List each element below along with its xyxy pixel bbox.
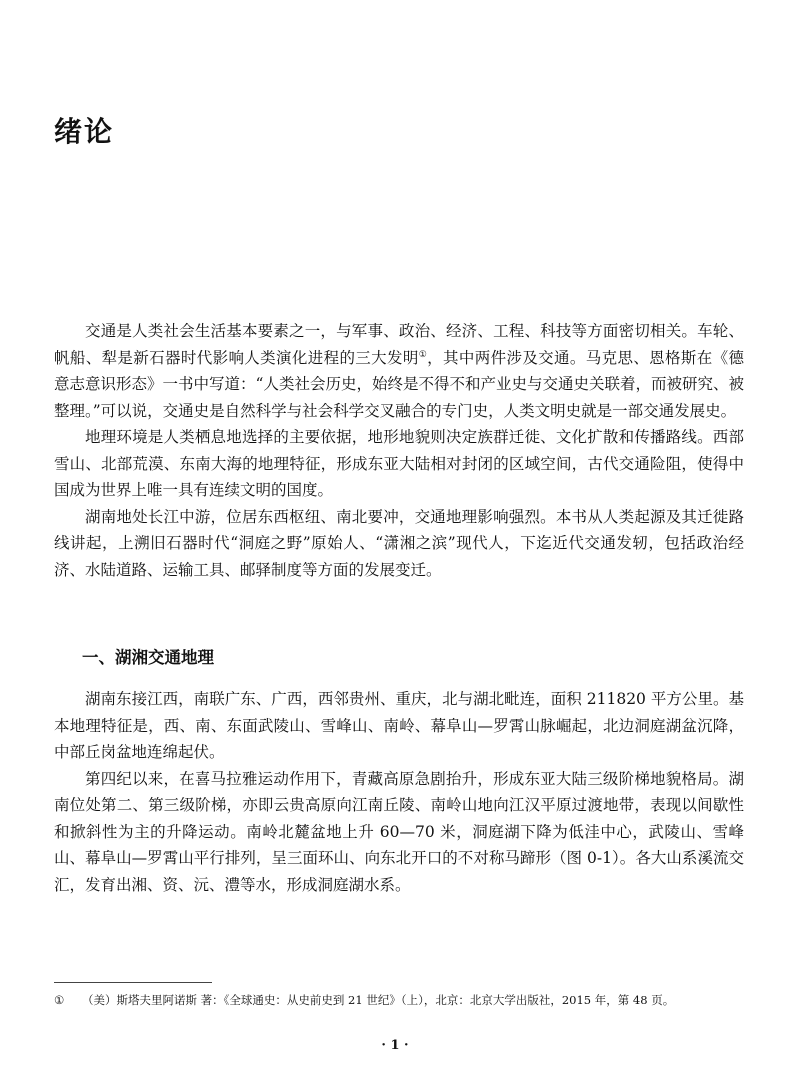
- section-heading: 一、湖湘交通地理: [82, 648, 214, 667]
- section-text-block: [54, 686, 744, 898]
- section-paragraph-1: 湖南东接江西，南联广东、广西，西邻贵州、重庆，北与湖北毗连，面积 211820 平方公里。基本地理特征是，西、南、东面武陵山、雪峰山、南岭、幕阜山—罗霄山脉崛起，北边洞庭湖盆沉降，中部丘岗盆地连绵起伏。: [54, 690, 744, 761]
- footnote-divider: [54, 982, 212, 983]
- intro-paragraph-1: [54, 318, 744, 424]
- footnote-mark: ①: [54, 993, 65, 1007]
- intro-paragraph-1-continuation: ，其中两件涉及交通。马克思、恩格斯在《德意志意识形态》一书中写道：“人类社会历史，始终是不得不和产业史与交通史关联着，而被研究、被整理。”可以说，交通史是自然科学与社会科学交叉融合的专门史，人类文明史就是一部交通发展史。: [54, 348, 744, 420]
- footnote: [54, 991, 754, 1009]
- intro-paragraph-3: 湖南地处长江中游，位居东西枢纽、南北要冲，交通地理影响强烈。本书从人类起源及其迁徙路线讲起，上溯旧石器时代“洞庭之野”原始人、“潇湘之滨”现代人，下迄近代交通发轫，包括政治经济、水陆道路、运输工具、邮驿制度等方面的发展变迁。: [54, 507, 744, 579]
- chapter-title: 绪论: [54, 115, 115, 148]
- intro-paragraph-1-text: 交通是人类社会生活基本要素之一，与军事、政治、经济、工程、科技等方面密切相关。车轮、帆船、犁是新石器时代影响人类演化进程的三大发明: [54, 322, 744, 367]
- footnote-reference[interactable]: ①: [418, 349, 428, 360]
- footnote-text: （美）斯塔夫里阿诺斯 著：《全球通史：从史前史到 21 世纪》（上），北京：北京大学出版社，2015 年，第 48 页。: [82, 993, 675, 1007]
- page-number: · 1 ·: [381, 1038, 409, 1053]
- section-paragraph-2: 第四纪以来，在喜马拉雅运动作用下，青藏高原急剧抬升，形成东亚大陆三级阶梯地貌格局。湖南位处第二、第三级阶梯，亦即云贵高原向江南丘陵、南岭山地向江汉平原过渡地带，表现以间歇性和掀斜性为主的升降运动。南岭北麓盆地上升 60—70 米，洞庭湖下降为低洼中心，武陵山、雪峰山、幕阜山—罗霄山平行排列，呈三面环山、向东北开口的不对称马蹄形（图 0-1）。各大山系溪流交汇，发育出湘、资、沅、澧等水，形成洞庭湖水系。: [54, 769, 744, 894]
- intro-text-block: [54, 318, 744, 583]
- intro-paragraph-2: 地理环境是人类栖息地选择的主要依据，地形地貌则决定族群迁徙、文化扩散和传播路线。西部雪山、北部荒漠、东南大海的地理特征，形成东亚大陆相对封闭的区域空间，古代交通险阻，使得中国成为世界上唯一具有连续文明的国度。: [54, 428, 744, 499]
